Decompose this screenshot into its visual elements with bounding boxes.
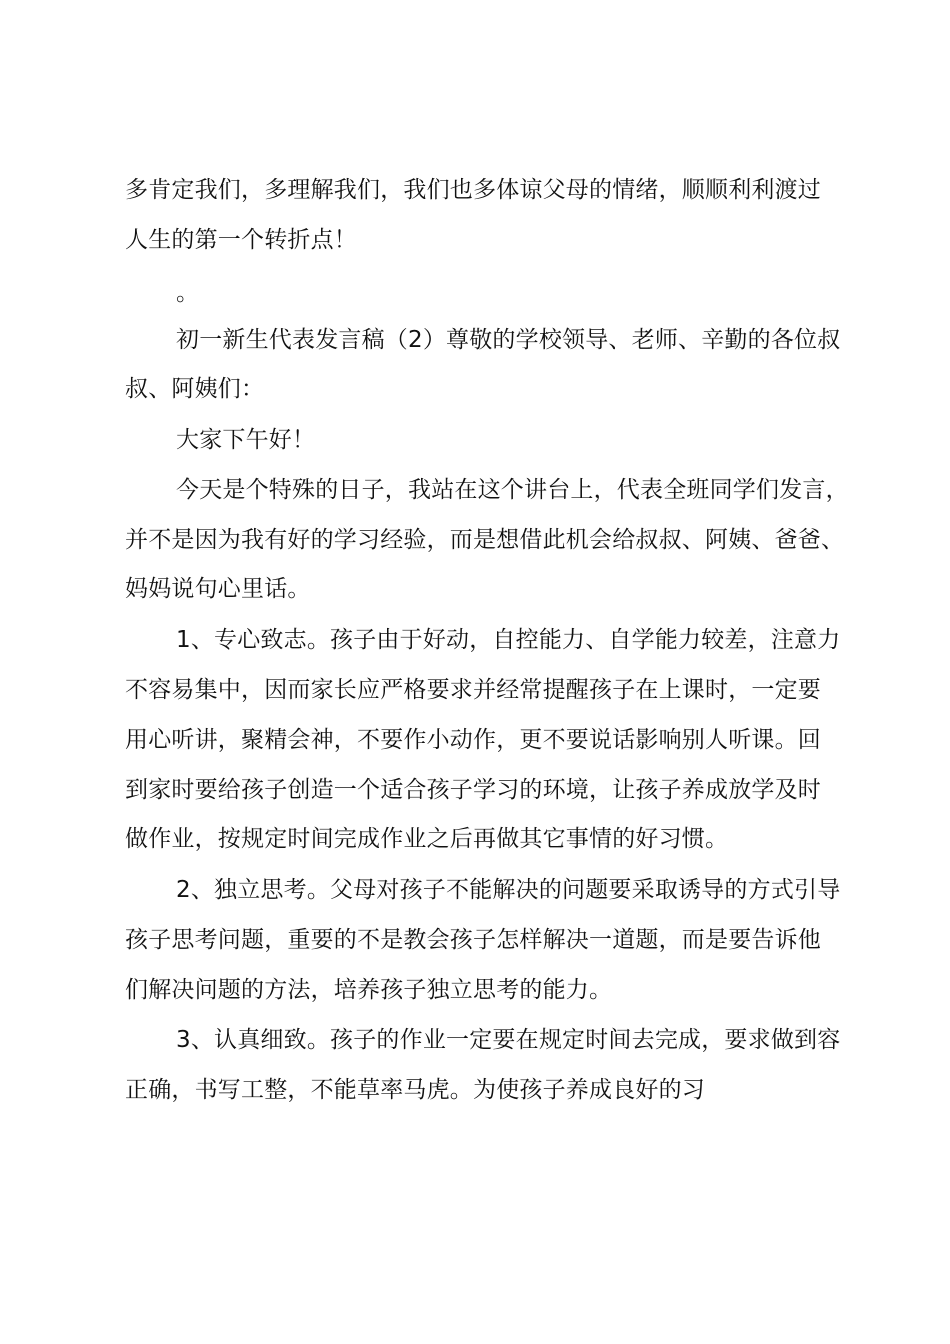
text-line: 初一新生代表发言稿（2）尊敬的学校领导、老师、辛勤的各位叔 [176,327,841,353]
text-line: 不容易集中，因而家长应严格要求并经常提醒孩子在上课时，一定要 [125,677,821,703]
text-line: 正确，书写工整，不能草率马虎。为使孩子养成良好的习 [125,1077,705,1103]
text-line: 做作业，按规定时间完成作业之后再做其它事情的好习惯。 [125,826,729,852]
text-line: 妈妈说句心里话。 [125,576,311,602]
text-line: 人生的第一个转折点！ [125,227,357,253]
text-line: 大家下午好！ [176,427,316,453]
text-line: 到家时要给孩子创造一个适合孩子学习的环境，让孩子养成放学及时 [125,777,821,803]
text-line: 们解决问题的方法，培养孩子独立思考的能力。 [125,977,613,1003]
text-line: 多肯定我们，多理解我们，我们也多体谅父母的情绪，顺顺利利渡过 [125,177,821,203]
text-line: 今天是个特殊的日子，我站在这个讲台上，代表全班同学们发言， [176,477,849,503]
text-line: 叔、阿姨们： [125,376,265,402]
text-line: 3、认真细致。孩子的作业一定要在规定时间去完成，要求做到容 [176,1027,841,1053]
text-line: 。 [176,280,200,306]
text-line: 2、独立思考。父母对孩子不能解决的问题要采取诱导的方式引导 [176,877,841,903]
text-line: 用心听讲，聚精会神，不要作小动作，更不要说话影响别人听课。回 [125,727,821,753]
text-line: 1、专心致志。孩子由于好动，自控能力、自学能力较差，注意力 [176,627,841,653]
text-line: 并不是因为我有好的学习经验，而是想借此机会给叔叔、阿姨、爸爸、 [125,527,845,553]
text-line: 孩子思考问题，重要的不是教会孩子怎样解决一道题，而是要告诉他 [125,927,821,953]
